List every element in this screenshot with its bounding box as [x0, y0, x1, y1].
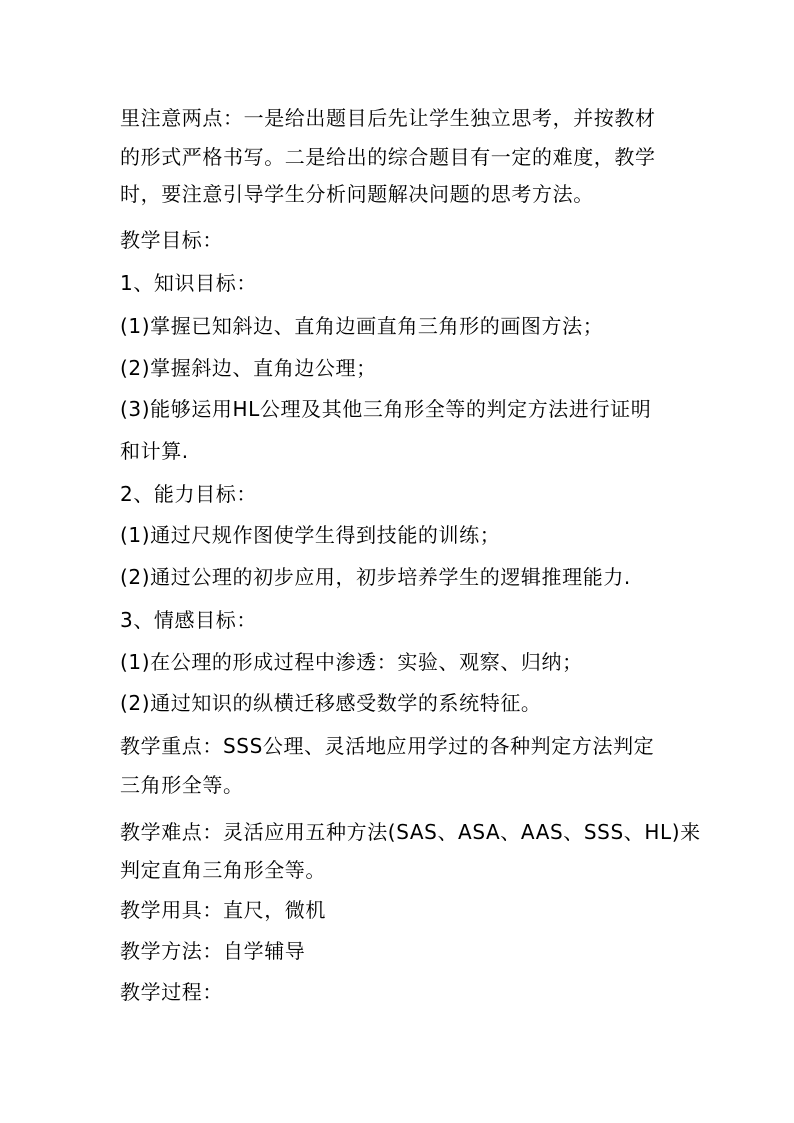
section-heading: 教学方法：自学辅导	[120, 939, 306, 963]
section-heading: 教学难点：灵活应用五种方法(SAS、ASA、AAS、SSS、HL)来	[120, 820, 701, 844]
subsection-heading: 3、情感目标：	[120, 608, 257, 632]
subsection-heading: 2、能力目标：	[120, 482, 257, 506]
list-item: (2)掌握斜边、直角边公理；	[120, 356, 377, 380]
list-item: (1)通过尺规作图使学生得到技能的训练；	[120, 523, 501, 547]
list-item: (1)在公理的形成过程中渗透：实验、观察、归纳；	[120, 650, 583, 674]
text-line: 时，要注意引导学生分析问题解决问题的思考方法。	[120, 182, 594, 206]
list-item: (1)掌握已知斜边、直角边画直角三角形的画图方法；	[120, 314, 604, 338]
list-item: (2)通过公理的初步应用，初步培养学生的逻辑推理能力.	[120, 565, 631, 589]
text-line: 的形式严格书写。二是给出的综合题目有一定的难度，教学	[120, 145, 656, 169]
section-heading: 教学过程：	[120, 980, 223, 1004]
text-line: 和计算.	[120, 439, 189, 463]
text-line: 里注意两点：一是给出题目后先让学生独立思考，并按教材	[120, 106, 656, 130]
section-heading: 教学重点：SSS公理、灵活地应用学过的各种判定方法判定	[120, 734, 655, 758]
text-line: 判定直角三角形全等。	[120, 858, 326, 882]
list-item: (3)能够运用HL公理及其他三角形全等的判定方法进行证明	[120, 397, 652, 421]
list-item: (2)通过知识的纵横迁移感受数学的系统特征。	[120, 691, 542, 715]
section-heading: 教学目标：	[120, 228, 223, 252]
text-line: 三角形全等。	[120, 773, 244, 797]
section-heading: 教学用具：直尺，微机	[120, 898, 326, 922]
subsection-heading: 1、知识目标：	[120, 271, 257, 295]
